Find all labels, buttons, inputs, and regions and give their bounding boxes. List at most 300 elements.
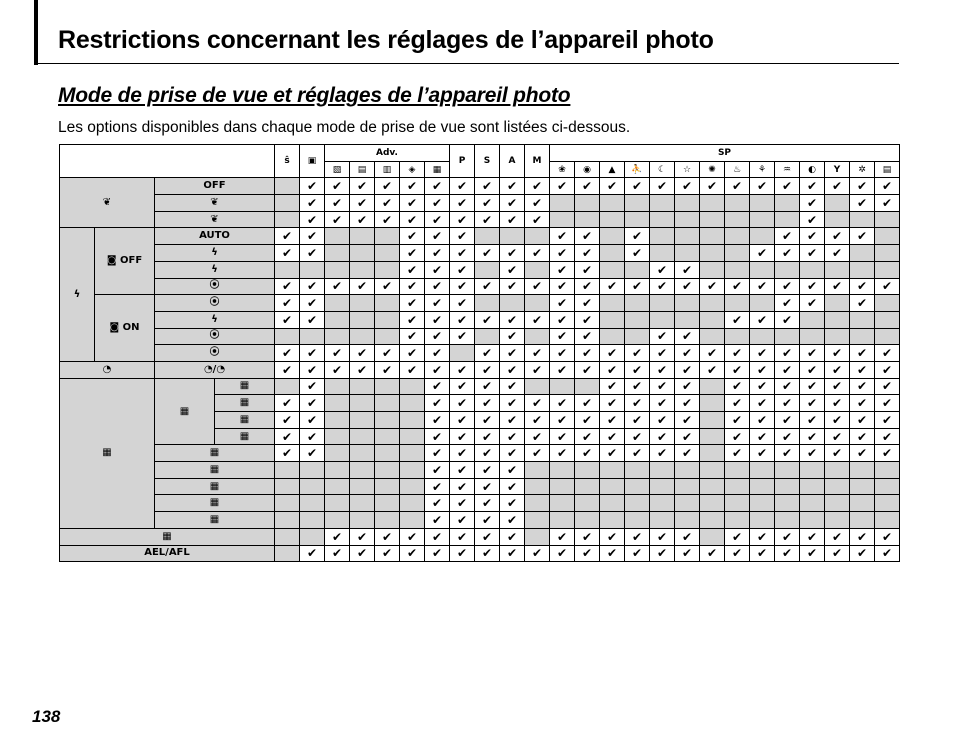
check-mark: ✔: [450, 412, 475, 429]
check-mark: ✔: [525, 428, 550, 445]
check-mark: ✔: [375, 195, 400, 212]
check-mark: ✔: [625, 345, 650, 362]
unavailable-cell: [625, 211, 650, 228]
unavailable-cell: [325, 311, 350, 328]
unavailable-cell: [375, 412, 400, 429]
col-header: ✲: [850, 161, 875, 178]
check-mark: ✔: [575, 228, 600, 245]
check-mark: ✔: [425, 361, 450, 378]
check-mark: ✔: [600, 378, 625, 395]
unavailable-cell: [550, 512, 575, 529]
check-mark: ✔: [425, 412, 450, 429]
check-mark: ✔: [275, 412, 300, 429]
unavailable-cell: [875, 261, 900, 278]
check-mark: ✔: [450, 478, 475, 495]
unavailable-cell: [350, 495, 375, 512]
check-mark: ✔: [725, 528, 750, 545]
check-mark: ✔: [750, 445, 775, 462]
check-mark: ✔: [575, 178, 600, 195]
check-mark: ✔: [800, 378, 825, 395]
check-mark: ✔: [425, 228, 450, 245]
col-header: S: [475, 145, 500, 178]
table-row: [60, 261, 900, 278]
row-label: ϟ: [155, 311, 275, 328]
table-row: [60, 528, 900, 545]
check-mark: ✔: [350, 195, 375, 212]
unavailable-cell: [500, 228, 525, 245]
check-mark: ✔: [475, 412, 500, 429]
check-mark: ✔: [400, 278, 425, 295]
check-mark: ✔: [325, 278, 350, 295]
check-mark: ✔: [850, 395, 875, 412]
unavailable-cell: [725, 261, 750, 278]
check-mark: ✔: [425, 528, 450, 545]
check-mark: ✔: [450, 462, 475, 479]
check-mark: ✔: [500, 545, 525, 562]
check-mark: ✔: [550, 178, 575, 195]
unavailable-cell: [700, 261, 725, 278]
check-mark: ✔: [475, 395, 500, 412]
unavailable-cell: [600, 295, 625, 312]
check-mark: ✔: [450, 228, 475, 245]
unavailable-cell: [600, 478, 625, 495]
unavailable-cell: [700, 245, 725, 262]
check-mark: ✔: [500, 278, 525, 295]
check-mark: ✔: [350, 345, 375, 362]
check-mark: ✔: [300, 428, 325, 445]
check-mark: ✔: [550, 295, 575, 312]
check-mark: ✔: [450, 211, 475, 228]
check-mark: ✔: [600, 545, 625, 562]
unavailable-cell: [650, 478, 675, 495]
check-mark: ✔: [425, 478, 450, 495]
col-header: ❀: [550, 161, 575, 178]
unavailable-cell: [350, 462, 375, 479]
check-mark: ✔: [300, 195, 325, 212]
check-mark: ✔: [525, 412, 550, 429]
check-mark: ✔: [550, 328, 575, 345]
row-label: AUTO: [155, 228, 275, 245]
unavailable-cell: [275, 328, 300, 345]
check-mark: ✔: [700, 178, 725, 195]
unavailable-cell: [375, 428, 400, 445]
check-mark: ✔: [575, 445, 600, 462]
unavailable-cell: [400, 445, 425, 462]
unavailable-cell: [600, 311, 625, 328]
check-mark: ✔: [300, 345, 325, 362]
row-label: ▦: [155, 445, 275, 462]
check-mark: ✔: [275, 395, 300, 412]
unavailable-cell: [400, 428, 425, 445]
col-header: ⛹: [625, 161, 650, 178]
check-mark: ✔: [525, 361, 550, 378]
check-mark: ✔: [425, 378, 450, 395]
unavailable-cell: [325, 412, 350, 429]
unavailable-cell: [350, 378, 375, 395]
unavailable-cell: [375, 378, 400, 395]
col-header: ✺: [700, 161, 725, 178]
check-mark: ✔: [425, 428, 450, 445]
check-mark: ✔: [625, 178, 650, 195]
unavailable-cell: [800, 328, 825, 345]
unavailable-cell: [625, 295, 650, 312]
unavailable-cell: [375, 245, 400, 262]
unavailable-cell: [550, 195, 575, 212]
check-mark: ✔: [800, 295, 825, 312]
unavailable-cell: [700, 228, 725, 245]
unavailable-cell: [275, 545, 300, 562]
unavailable-cell: [475, 228, 500, 245]
unavailable-cell: [350, 512, 375, 529]
check-mark: ✔: [675, 278, 700, 295]
unavailable-cell: [875, 311, 900, 328]
unavailable-cell: [475, 261, 500, 278]
unavailable-cell: [775, 328, 800, 345]
unavailable-cell: [700, 195, 725, 212]
unavailable-cell: [850, 245, 875, 262]
check-mark: ✔: [875, 361, 900, 378]
unavailable-cell: [700, 528, 725, 545]
check-mark: ✔: [850, 228, 875, 245]
unavailable-cell: [550, 378, 575, 395]
check-mark: ✔: [850, 545, 875, 562]
check-mark: ✔: [850, 195, 875, 212]
check-mark: ✔: [475, 361, 500, 378]
row-label: ▦: [215, 378, 275, 395]
unavailable-cell: [600, 261, 625, 278]
check-mark: ✔: [450, 278, 475, 295]
check-mark: ✔: [725, 445, 750, 462]
check-mark: ✔: [550, 278, 575, 295]
unavailable-cell: [800, 311, 825, 328]
check-mark: ✔: [475, 495, 500, 512]
check-mark: ✔: [550, 261, 575, 278]
check-mark: ✔: [400, 361, 425, 378]
unavailable-cell: [850, 261, 875, 278]
unavailable-cell: [850, 328, 875, 345]
col-header: ▣: [300, 145, 325, 178]
unavailable-cell: [450, 345, 475, 362]
check-mark: ✔: [650, 445, 675, 462]
unavailable-cell: [525, 328, 550, 345]
section-bar: [34, 0, 38, 65]
check-mark: ✔: [725, 395, 750, 412]
unavailable-cell: [750, 228, 775, 245]
check-mark: ✔: [400, 228, 425, 245]
unavailable-cell: [350, 245, 375, 262]
unavailable-cell: [400, 495, 425, 512]
check-mark: ✔: [800, 278, 825, 295]
check-mark: ✔: [500, 528, 525, 545]
check-mark: ✔: [850, 412, 875, 429]
check-mark: ✔: [500, 361, 525, 378]
check-mark: ✔: [550, 361, 575, 378]
unavailable-cell: [375, 478, 400, 495]
check-mark: ✔: [775, 228, 800, 245]
unavailable-cell: [375, 445, 400, 462]
unavailable-cell: [725, 211, 750, 228]
col-header: ▦: [425, 161, 450, 178]
unavailable-cell: [750, 261, 775, 278]
col-header: A: [500, 145, 525, 178]
check-mark: ✔: [500, 478, 525, 495]
check-mark: ✔: [400, 528, 425, 545]
check-mark: ✔: [600, 412, 625, 429]
check-mark: ✔: [625, 428, 650, 445]
unavailable-cell: [400, 378, 425, 395]
unavailable-cell: [375, 512, 400, 529]
unavailable-cell: [725, 228, 750, 245]
col-header: ♒: [775, 161, 800, 178]
check-mark: ✔: [300, 311, 325, 328]
unavailable-cell: [825, 512, 850, 529]
row-label: ▦: [215, 412, 275, 429]
col-header: ▥: [375, 161, 400, 178]
check-mark: ✔: [500, 211, 525, 228]
unavailable-cell: [325, 495, 350, 512]
check-mark: ✔: [850, 178, 875, 195]
check-mark: ✔: [475, 528, 500, 545]
check-mark: ✔: [650, 345, 675, 362]
check-mark: ✔: [675, 328, 700, 345]
unavailable-cell: [875, 211, 900, 228]
check-mark: ✔: [800, 211, 825, 228]
check-mark: ✔: [300, 278, 325, 295]
check-mark: ✔: [450, 495, 475, 512]
check-mark: ✔: [525, 245, 550, 262]
check-mark: ✔: [500, 311, 525, 328]
check-mark: ✔: [400, 261, 425, 278]
check-mark: ✔: [300, 412, 325, 429]
unavailable-cell: [600, 512, 625, 529]
check-mark: ✔: [700, 361, 725, 378]
unavailable-cell: [300, 512, 325, 529]
unavailable-cell: [500, 295, 525, 312]
title-rule: [36, 63, 899, 64]
unavailable-cell: [700, 295, 725, 312]
unavailable-cell: [825, 495, 850, 512]
check-mark: ✔: [750, 428, 775, 445]
unavailable-cell: [350, 328, 375, 345]
unavailable-cell: [625, 311, 650, 328]
unavailable-cell: [875, 478, 900, 495]
unavailable-cell: [750, 495, 775, 512]
check-mark: ✔: [725, 361, 750, 378]
check-mark: ✔: [375, 278, 400, 295]
check-mark: ✔: [825, 412, 850, 429]
check-mark: ✔: [750, 412, 775, 429]
check-mark: ✔: [375, 345, 400, 362]
unavailable-cell: [650, 495, 675, 512]
unavailable-cell: [550, 211, 575, 228]
check-mark: ✔: [850, 428, 875, 445]
unavailable-cell: [400, 478, 425, 495]
col-header: Y: [825, 161, 850, 178]
check-mark: ✔: [300, 245, 325, 262]
check-mark: ✔: [575, 311, 600, 328]
check-mark: ✔: [425, 245, 450, 262]
check-mark: ✔: [325, 361, 350, 378]
unavailable-cell: [325, 462, 350, 479]
unavailable-cell: [350, 295, 375, 312]
check-mark: ✔: [500, 378, 525, 395]
unavailable-cell: [725, 295, 750, 312]
check-mark: ✔: [575, 528, 600, 545]
unavailable-cell: [300, 478, 325, 495]
check-mark: ✔: [725, 428, 750, 445]
check-mark: ✔: [750, 528, 775, 545]
check-mark: ✔: [800, 412, 825, 429]
check-mark: ✔: [675, 545, 700, 562]
check-mark: ✔: [425, 211, 450, 228]
unavailable-cell: [375, 261, 400, 278]
unavailable-cell: [675, 512, 700, 529]
unavailable-cell: [825, 478, 850, 495]
unavailable-cell: [800, 495, 825, 512]
unavailable-cell: [825, 462, 850, 479]
check-mark: ✔: [450, 195, 475, 212]
unavailable-cell: [675, 495, 700, 512]
check-mark: ✔: [600, 361, 625, 378]
unavailable-cell: [325, 428, 350, 445]
check-mark: ✔: [550, 528, 575, 545]
check-mark: ✔: [600, 395, 625, 412]
check-mark: ✔: [475, 445, 500, 462]
check-mark: ✔: [475, 178, 500, 195]
check-mark: ✔: [500, 345, 525, 362]
check-mark: ✔: [575, 345, 600, 362]
check-mark: ✔: [325, 545, 350, 562]
group-red-eye-off: ◙ OFF: [95, 228, 155, 295]
unavailable-cell: [300, 261, 325, 278]
check-mark: ✔: [700, 278, 725, 295]
check-mark: ✔: [425, 278, 450, 295]
col-header: ŝ: [275, 145, 300, 178]
check-mark: ✔: [875, 345, 900, 362]
check-mark: ✔: [800, 178, 825, 195]
check-mark: ✔: [500, 178, 525, 195]
unavailable-cell: [600, 211, 625, 228]
check-mark: ✔: [575, 395, 600, 412]
unavailable-cell: [275, 378, 300, 395]
check-mark: ✔: [775, 395, 800, 412]
table-row: [60, 512, 900, 529]
check-mark: ✔: [500, 495, 525, 512]
check-mark: ✔: [825, 378, 850, 395]
unavailable-cell: [725, 462, 750, 479]
check-mark: ✔: [450, 445, 475, 462]
check-mark: ✔: [800, 428, 825, 445]
check-mark: ✔: [575, 361, 600, 378]
col-header: ◈: [400, 161, 425, 178]
check-mark: ✔: [325, 195, 350, 212]
check-mark: ✔: [400, 311, 425, 328]
unavailable-cell: [750, 478, 775, 495]
check-mark: ✔: [725, 545, 750, 562]
check-mark: ✔: [500, 395, 525, 412]
check-mark: ✔: [775, 361, 800, 378]
unavailable-cell: [375, 228, 400, 245]
check-mark: ✔: [550, 228, 575, 245]
check-mark: ✔: [650, 378, 675, 395]
check-mark: ✔: [425, 195, 450, 212]
check-mark: ✔: [775, 245, 800, 262]
unavailable-cell: [650, 311, 675, 328]
row-label: ▦: [155, 495, 275, 512]
unavailable-cell: [275, 261, 300, 278]
check-mark: ✔: [800, 528, 825, 545]
check-mark: ✔: [650, 278, 675, 295]
check-mark: ✔: [275, 345, 300, 362]
unavailable-cell: [625, 495, 650, 512]
check-mark: ✔: [825, 445, 850, 462]
unavailable-cell: [725, 245, 750, 262]
check-mark: ✔: [600, 528, 625, 545]
check-mark: ✔: [575, 328, 600, 345]
check-mark: ✔: [425, 261, 450, 278]
unavailable-cell: [675, 462, 700, 479]
col-header: ▧: [325, 161, 350, 178]
check-mark: ✔: [500, 445, 525, 462]
unavailable-cell: [825, 328, 850, 345]
unavailable-cell: [525, 462, 550, 479]
unavailable-cell: [275, 528, 300, 545]
unavailable-cell: [750, 211, 775, 228]
check-mark: ✔: [725, 278, 750, 295]
check-mark: ✔: [800, 395, 825, 412]
unavailable-cell: [350, 478, 375, 495]
check-mark: ✔: [475, 195, 500, 212]
check-mark: ✔: [750, 245, 775, 262]
row-label: ϟ: [155, 245, 275, 262]
unavailable-cell: [275, 512, 300, 529]
row-label: ◔/◔: [155, 361, 275, 378]
table-row: [60, 195, 900, 212]
unavailable-cell: [875, 495, 900, 512]
check-mark: ✔: [600, 445, 625, 462]
check-mark: ✔: [400, 545, 425, 562]
check-mark: ✔: [675, 395, 700, 412]
row-label: ❦: [155, 211, 275, 228]
check-mark: ✔: [800, 361, 825, 378]
check-mark: ✔: [775, 295, 800, 312]
row-label: ⦿: [155, 278, 275, 295]
check-mark: ✔: [575, 545, 600, 562]
table-row: [60, 278, 900, 295]
check-mark: ✔: [775, 178, 800, 195]
check-mark: ✔: [525, 178, 550, 195]
col-header: P: [450, 145, 475, 178]
unavailable-cell: [525, 478, 550, 495]
row-label: ⦿: [155, 345, 275, 362]
unavailable-cell: [775, 462, 800, 479]
check-mark: ✔: [425, 311, 450, 328]
check-mark: ✔: [650, 395, 675, 412]
check-mark: ✔: [500, 328, 525, 345]
row-label: AEL/AFL: [60, 545, 275, 562]
unavailable-cell: [850, 311, 875, 328]
check-mark: ✔: [800, 245, 825, 262]
unavailable-cell: [675, 195, 700, 212]
unavailable-cell: [325, 228, 350, 245]
check-mark: ✔: [725, 378, 750, 395]
check-mark: ✔: [650, 178, 675, 195]
unavailable-cell: [775, 478, 800, 495]
check-mark: ✔: [575, 278, 600, 295]
check-mark: ✔: [300, 378, 325, 395]
check-mark: ✔: [550, 345, 575, 362]
check-mark: ✔: [450, 295, 475, 312]
